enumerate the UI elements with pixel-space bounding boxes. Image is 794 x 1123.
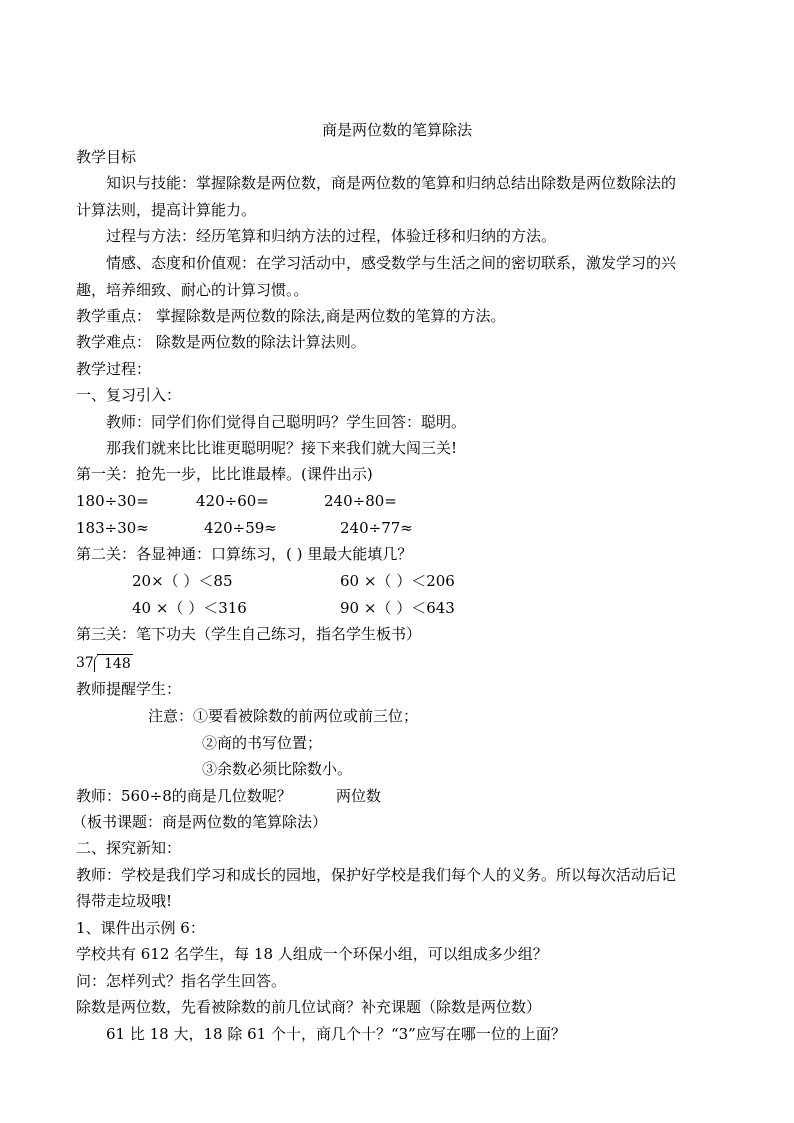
level-three: 第三关：笔下功夫（学生自己练习，指名学生板书） bbox=[76, 625, 422, 643]
level-two: 第二关：各显神通：口算练习，( ) 里最大能填几？ bbox=[76, 545, 413, 563]
level-one: 第一关：抢先一步，比比谁最棒。(课件出示) bbox=[76, 465, 373, 483]
problem-statement: 学校共有 612 名学生，每 18 人组成一个环保小组，可以组成多少组？ bbox=[76, 945, 548, 963]
challenge-intro: 那我们就来比比谁更聪明呢？接下来我们就大闯三关! bbox=[106, 439, 458, 457]
difficult-point: 教学难点： 除数是两位数的除法计算法则。 bbox=[76, 333, 366, 351]
teacher-question-digits: 教师：560÷8的商是几位数呢？ bbox=[76, 787, 292, 805]
exercise-cell: 20×（ ）＜85 bbox=[132, 572, 233, 590]
board-topic: （板书课题：商是两位数的笔算除法） bbox=[72, 813, 328, 831]
key-point: 教学重点： 掌握除数是两位数的除法,商是两位数的笔算的方法。 bbox=[76, 307, 506, 325]
exercise-cell: 90 ×（ ）＜643 bbox=[340, 599, 455, 617]
quotient-position-question: 61 比 18 大，18 除 61 个十，商几个十？“3”应写在哪一位的上面？ bbox=[106, 1025, 566, 1043]
section-review: 一、复习引入： bbox=[76, 386, 182, 404]
note-third: ③余数必须比除数小。 bbox=[202, 760, 353, 778]
note-first: 注意：①要看被除数的前两位或前三位； bbox=[148, 707, 419, 725]
division-divisor: 37 bbox=[76, 655, 94, 671]
goal-knowledge: 知识与技能：掌握除数是两位数，商是两位数的笔算和归纳总结出除数是两位数除法的 bbox=[106, 174, 677, 192]
note-second: ②商的书写位置； bbox=[202, 734, 323, 752]
goal-emotion: 情感、态度和价值观：在学习活动中，感受数学与生活之间的密切联系，激发学习的兴 bbox=[106, 254, 677, 272]
goal-knowledge-cont: 计算法则，提高计算能力。 bbox=[76, 201, 257, 219]
exercise-cell: 40 ×（ ）＜316 bbox=[132, 599, 247, 617]
goal-process: 过程与方法：经历笔算和归纳方法的过程，体验迁移和归纳的方法。 bbox=[106, 227, 557, 245]
exercise-cell: 183÷30≈ bbox=[76, 519, 149, 537]
goal-emotion-cont: 趣，培养细致、耐心的计算习惯。。 bbox=[76, 281, 309, 299]
section-explore: 二、探究新知： bbox=[76, 839, 182, 857]
teacher-question: 教师：同学们你们觉得自己聪明吗？学生回答：聪明。 bbox=[106, 413, 467, 431]
exercise-cell: 420÷60= bbox=[196, 492, 269, 510]
heading-process: 教学过程： bbox=[76, 360, 152, 378]
exercise-cell: 60 ×（ ）＜206 bbox=[340, 572, 455, 590]
exercise-cell: 240÷77≈ bbox=[340, 519, 413, 537]
answer-two-digits: 两位数 bbox=[336, 787, 382, 805]
heading-teaching-goals: 教学目标 bbox=[76, 148, 137, 166]
exercise-cell: 180÷30= bbox=[76, 492, 149, 510]
trial-quotient-note: 除数是两位数，先看被除数的前几位试商？补充课题（除数是两位数） bbox=[76, 998, 542, 1016]
exercise-cell: 420÷59≈ bbox=[204, 519, 277, 537]
teacher-school-talk-cont: 得带走垃圾哦! bbox=[76, 892, 173, 910]
teacher-reminder: 教师提醒学生： bbox=[76, 680, 182, 698]
page-title: 商是两位数的笔算除法 bbox=[321, 121, 472, 139]
division-dividend: 148 bbox=[104, 656, 131, 672]
division-bracket bbox=[94, 654, 103, 672]
teacher-school-talk: 教师：学校是我们学习和成长的园地，保护好学校是我们每个人的义务。所以每次活动后记 bbox=[76, 866, 677, 884]
example-six: 1、课件出示例 6： bbox=[76, 919, 205, 937]
exercise-cell: 240÷80= bbox=[324, 492, 397, 510]
question-expression: 问：怎样列式？指名学生回答。 bbox=[76, 972, 287, 990]
